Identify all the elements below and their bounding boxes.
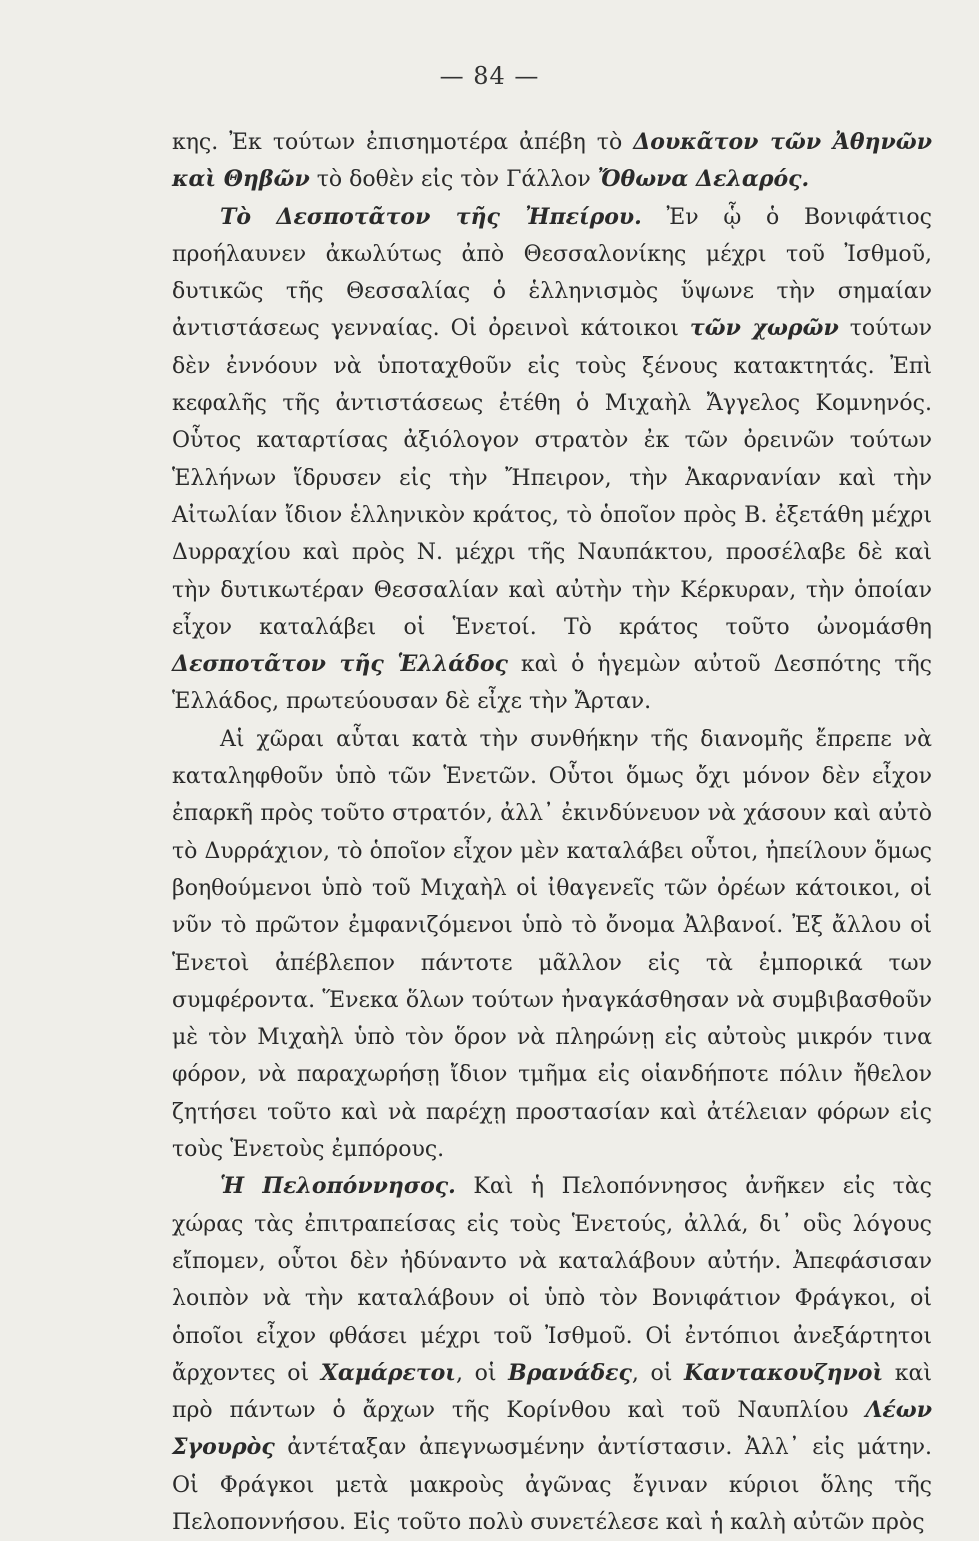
text-run: Ἐν ᾧ ὁ Βονιφάτιος προήλαυνεν ἀκωλύτως ἀπὸ Θεσσαλονίκης μέχρι τοῦ Ἰσθμοῦ, δυτικῶς τῆς Θεσσαλίας ὁ ἑλληνισμὸς ὕψωνε τὴν σημαίαν ἀντιστάσεως γενναίας. Οἱ ὀρεινοὶ κάτοικοι	[172, 204, 932, 342]
text-run: , οἱ	[631, 1360, 685, 1386]
text-run: καὶ πρὸ πάντων ὁ ἄρχων τῆς Κορίνθου καὶ τοῦ Ναυπλίου	[172, 1360, 932, 1424]
highlighted-term: Δεσποτᾶτον τῆς Ἑλλάδος	[172, 651, 508, 678]
text-run: Αἱ χῶραι αὗται κατὰ τὴν συνθήκην τῆς διανομῆς ἔπρεπε νὰ καταληφθοῦν ὑπὸ τῶν Ἑνετῶν. Οὗτοι ὅμως ὄχι μόνον δὲν εἶχον ἐπαρκῆ πρὸς τοῦτο στρατόν, ἀλλ᾽ ἐκινδύνευον νὰ χάσουν καὶ αὐτὸ τὸ Δυρράχιον, τὸ ὁποῖον εἶχον μὲν καταλάβει οὗτοι, ἠπείλουν ὅμως βοηθούμενοι ὑπὸ τοῦ Μιχαὴλ οἱ ἰθαγενεῖς τῶν ὀρέων κάτοικοι, οἱ νῦν τὸ πρῶτον ἐμφανιζόμενοι ὑπὸ τὸ ὄνομα Ἀλβανοί. Ἐξ ἄλλου οἱ Ἑνετοὶ ἀπέβλεπον πάντοτε μᾶλλον εἰς τὰ ἐμπορικά των συμφέροντα. Ἕνεκα ὅλων τούτων ἠναγκάσθησαν νὰ συμβιβασθοῦν μὲ τὸν Μιχαὴλ ὑπὸ τὸν ὅρον νὰ πληρώνῃ εἰς αὐτοὺς μικρόν τινα φόρον, νὰ παραχωρήσῃ ἴδιον τμῆμα εἰς οἱανδήποτε πόλιν ἤθελον ζητήσει τοῦτο καὶ νὰ παρέχῃ προστασίαν καὶ ἀτέλειαν φόρων εἰς τοὺς Ἑνετοὺς ἐμπόρους.	[172, 726, 932, 1163]
text-run: τὸ δοθὲν εἰς τὸν Γάλλον	[309, 167, 598, 193]
highlighted-term: τῶν χωρῶν	[689, 315, 839, 342]
section-heading: Ἡ Πελοπόννησος.	[220, 1173, 456, 1200]
paragraph-despotate-epirus	[172, 199, 932, 721]
highlighted-term: Χαμάρετοι	[320, 1359, 456, 1386]
highlighted-term: Καντακουζηνοὶ	[684, 1359, 884, 1386]
highlighted-term: Λέων Σγουρὸς	[172, 1397, 932, 1461]
text-run: τούτων δὲν ἐννόουν νὰ ὑποταχθοῦν εἰς τοὺς ξένους κατακτητάς. Ἐπὶ κεφαλῆς τῆς ἀντιστάσεως ἐτέθη ὁ Μιχαὴλ Ἄγγελος Κομνηνός. Οὗτος καταρτίσας ἀξιόλογον στρατὸν ἐκ τῶν ὀρεινῶν τούτων Ἑλλήνων ἵδρυσεν εἰς τὴν Ἤπειρον, τὴν Ἀκαρνανίαν καὶ τὴν Αἰτωλίαν ἴδιον ἑλληνικὸν κράτος, τὸ ὁποῖον πρὸς Β. ἐξετάθη μέχρι Δυρραχίου καὶ πρὸς Ν. μέχρι τῆς Ναυπάκτου, προσέλαβε δὲ καὶ τὴν δυτικωτέραν Θεσσαλίαν καὶ αὐτὴν τὴν Κέρκυραν, τὴν ὁποίαν εἶχον καταλάβει οἱ Ἑνετοί. Τὸ κράτος τοῦτο ὠνομάσθη	[172, 316, 932, 640]
page-body	[172, 124, 932, 1541]
text-run: , οἱ	[455, 1360, 509, 1386]
text-run: κης. Ἐκ τούτων ἐπισημοτέρα ἀπέβη τὸ	[172, 130, 634, 155]
text-run: καὶ ὁ ἡγεμὼν αὐτοῦ Δεσπότης τῆς Ἑλλάδος, πρωτεύουσαν δὲ εἶχε τὴν Ἄρταν.	[172, 652, 932, 715]
page-number: — 84 —	[439, 62, 540, 90]
highlighted-term: Ὄθωνα Δελαρός.	[597, 166, 810, 193]
section-heading: Τὸ Δεσποτᾶτον τῆς Ἠπείρου.	[220, 203, 642, 230]
text-run: ἀντέταξαν ἀπεγνωσμένην ἀντίστασιν. Ἀλλ᾽ εἰς μάτην. Οἱ Φράγκοι μετὰ μακροὺς ἀγῶνας ἔγιναν κύριοι ὅλης τῆς Πελοποννήσου. Εἰς τοῦτο πολὺ συνετέλεσε καὶ ἡ καλὴ αὐτῶν πρὸς	[172, 1435, 932, 1535]
text-run: Καὶ ἡ Πελοπόννησος ἀνῆκεν εἰς τὰς χώρας τὰς ἐπιτραπείσας εἰς τοὺς Ἑνετούς, ἀλλά, δι᾽ οὓς λόγους εἴπομεν, οὗτοι δὲν ἠδύναντο νὰ καταλάβουν αὐτήν. Ἀπεφάσισαν λοιπὸν νὰ τὴν καταλάβουν οἱ ὑπὸ τὸν Βονιφάτιον Φράγκοι, οἱ ὁποῖοι εἶχον φθάσει μέχρι τοῦ Ἰσθμοῦ. Οἱ ἐντόπιοι ἀνεξάρτητοι ἄρχοντες οἱ	[172, 1174, 932, 1386]
paragraph-peloponnese	[172, 1168, 932, 1541]
highlighted-term: Δουκᾶτον τῶν Ἀθηνῶν καὶ Θηβῶν	[172, 129, 933, 193]
paragraph-venetians	[172, 721, 932, 1169]
paragraph-continuation	[172, 124, 932, 199]
highlighted-term: Βρανάδες	[508, 1359, 632, 1386]
